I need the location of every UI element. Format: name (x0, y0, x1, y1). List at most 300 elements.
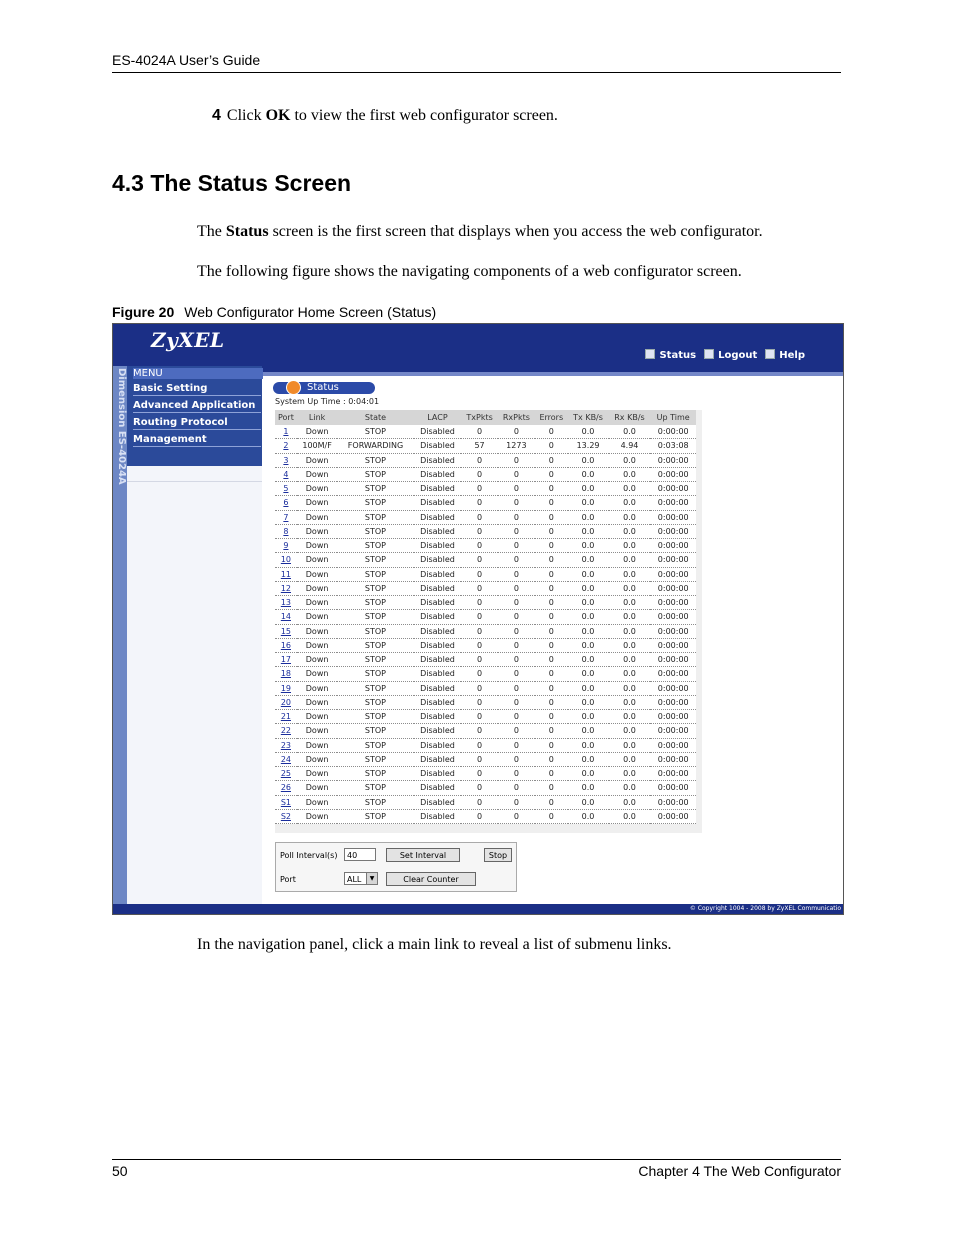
port-link[interactable]: 20 (280, 697, 291, 707)
table-cell: Disabled (414, 425, 462, 439)
table-cell: 0.0 (609, 809, 651, 823)
port-link[interactable]: 2 (283, 441, 289, 451)
table-cell: STOP (337, 738, 413, 752)
table-cell: Down (297, 767, 338, 781)
set-interval-button[interactable]: Set Interval (386, 848, 460, 862)
table-cell: 0 (461, 510, 497, 524)
logout-link-label: Logout (718, 350, 758, 361)
web-configurator-screenshot (112, 323, 844, 915)
table-cell: Down (297, 596, 338, 610)
table-cell: 0 (461, 738, 497, 752)
port-link[interactable]: 16 (280, 640, 291, 650)
table-cell: 0.0 (609, 610, 651, 624)
table-cell: STOP (337, 453, 413, 467)
table-cell: Disabled (414, 752, 462, 766)
table-cell: 0.0 (568, 453, 609, 467)
table-cell: 0:00:00 (650, 453, 696, 467)
table-cell: Disabled (414, 738, 462, 752)
table-cell: 0 (498, 653, 535, 667)
port-cell (275, 496, 297, 510)
table-cell: 0:00:00 (650, 781, 696, 795)
table-cell: Disabled (414, 795, 462, 809)
table-row (275, 767, 696, 781)
table-cell: 0:00:00 (650, 581, 696, 595)
table-cell: Disabled (414, 510, 462, 524)
table-header-row (275, 410, 696, 425)
table-row (275, 781, 696, 795)
page-title-bar (273, 382, 375, 394)
para1-post: screen is the first screen that displays when you access the web configurator. (268, 223, 763, 240)
table-cell: 0 (535, 496, 568, 510)
table-cell: Disabled (414, 781, 462, 795)
table-cell: 0.0 (568, 510, 609, 524)
table-cell: 0:00:00 (650, 610, 696, 624)
port-cell (275, 638, 297, 652)
table-cell: 0.0 (568, 553, 609, 567)
table-row (275, 638, 696, 652)
table-cell: 0.0 (609, 482, 651, 496)
table-cell: 0.0 (609, 695, 651, 709)
table-cell: 0.0 (568, 524, 609, 538)
table-cell: STOP (337, 724, 413, 738)
table-cell: 0.0 (609, 425, 651, 439)
table-cell: 0.0 (568, 681, 609, 695)
table-cell: 0.0 (568, 809, 609, 823)
table-cell: 0 (461, 553, 497, 567)
table-cell: 0.0 (568, 496, 609, 510)
table-cell: STOP (337, 567, 413, 581)
table-cell: 0 (498, 553, 535, 567)
table-cell: 0:00:00 (650, 482, 696, 496)
menu-item-routing-protocol[interactable]: Routing Protocol (133, 417, 261, 430)
table-cell: 0 (461, 681, 497, 695)
table-cell: 0 (498, 795, 535, 809)
table-cell: 0.0 (568, 724, 609, 738)
port-link[interactable]: 24 (280, 754, 291, 764)
port-cell (275, 781, 297, 795)
table-cell: Disabled (414, 482, 462, 496)
table-cell: 0 (498, 510, 535, 524)
port-select[interactable] (344, 872, 378, 885)
status-table-container (275, 410, 702, 833)
table-row (275, 482, 696, 496)
table-cell: 0 (535, 510, 568, 524)
table-cell: 0:00:00 (650, 567, 696, 581)
table-cell: Down (297, 710, 338, 724)
menu-item-basic-setting[interactable]: Basic Setting (133, 383, 261, 396)
table-row (275, 738, 696, 752)
poll-interval-input[interactable]: 40 (344, 848, 376, 861)
port-link[interactable]: 1 (283, 427, 289, 437)
port-link[interactable]: 21 (280, 712, 291, 722)
step-text-bold: OK (265, 107, 291, 124)
table-cell: 0.0 (609, 467, 651, 481)
table-cell: 0 (498, 596, 535, 610)
table-cell: Disabled (414, 539, 462, 553)
table-cell: 0.0 (609, 596, 651, 610)
navigation-menu (127, 366, 262, 466)
table-cell: Down (297, 738, 338, 752)
logout-icon (704, 349, 714, 359)
running-header (112, 52, 841, 73)
port-cell (275, 653, 297, 667)
step-number: 4 (212, 107, 221, 124)
status-bulb-icon (286, 380, 301, 395)
table-cell: 0 (535, 781, 568, 795)
table-cell: 0:00:00 (650, 467, 696, 481)
table-cell: Disabled (414, 653, 462, 667)
table-row (275, 809, 696, 823)
port-link[interactable]: 23 (280, 740, 291, 750)
table-cell: Disabled (414, 624, 462, 638)
table-cell: 0:00:00 (650, 638, 696, 652)
port-link[interactable]: 18 (280, 669, 291, 679)
guide-title: ES-4024A User’s Guide (112, 52, 261, 68)
table-cell: 0.0 (568, 653, 609, 667)
table-cell: 0.0 (609, 567, 651, 581)
table-cell: Disabled (414, 524, 462, 538)
clear-counter-button[interactable]: Clear Counter (386, 872, 476, 886)
para1-pre: The (197, 223, 226, 240)
table-body (275, 425, 696, 824)
table-cell: 0:00:00 (650, 681, 696, 695)
table-cell: 0:03:08 (650, 439, 696, 453)
table-cell: 0 (535, 695, 568, 709)
table-cell: Down (297, 752, 338, 766)
column-header: LACP (414, 410, 462, 425)
table-cell: 0.0 (609, 795, 651, 809)
table-cell: 0.0 (568, 695, 609, 709)
table-cell: 0 (535, 752, 568, 766)
zyxel-logo: ZyXEL (151, 328, 225, 352)
table-cell: 0 (461, 667, 497, 681)
table-cell: 0 (535, 767, 568, 781)
table-cell: Disabled (414, 724, 462, 738)
table-cell: 0 (498, 453, 535, 467)
table-cell: 0 (461, 695, 497, 709)
table-cell: 0.0 (568, 581, 609, 595)
column-header: Port (275, 410, 297, 425)
table-cell: STOP (337, 467, 413, 481)
port-link[interactable]: S2 (280, 811, 291, 821)
table-cell: 0:00:00 (650, 553, 696, 567)
port-cell (275, 610, 297, 624)
port-link[interactable]: 4 (283, 469, 289, 479)
status-icon (645, 349, 655, 359)
table-cell: 100M/F (297, 439, 338, 453)
table-cell: 0.0 (609, 752, 651, 766)
table-cell: 0.0 (568, 539, 609, 553)
table-cell: Disabled (414, 553, 462, 567)
menu-background (127, 466, 262, 914)
table-cell: 0 (498, 767, 535, 781)
port-link[interactable]: 13 (280, 598, 291, 608)
table-cell: STOP (337, 496, 413, 510)
port-cell (275, 767, 297, 781)
table-cell: 0.0 (609, 681, 651, 695)
port-link[interactable]: 9 (283, 541, 289, 551)
table-cell: STOP (337, 425, 413, 439)
table-cell: 0.0 (568, 596, 609, 610)
port-cell (275, 624, 297, 638)
table-cell: 0:00:00 (650, 767, 696, 781)
port-link[interactable]: S1 (280, 797, 291, 807)
table-row (275, 624, 696, 638)
table-cell: STOP (337, 653, 413, 667)
port-link[interactable]: 26 (280, 783, 291, 793)
table-cell: 0 (498, 467, 535, 481)
table-cell: Disabled (414, 439, 462, 453)
table-cell: STOP (337, 510, 413, 524)
table-cell: 0 (498, 752, 535, 766)
table-cell: STOP (337, 681, 413, 695)
port-link[interactable]: 14 (280, 612, 291, 622)
port-cell (275, 809, 297, 823)
table-cell: 0:00:00 (650, 510, 696, 524)
top-banner (113, 324, 843, 372)
table-cell: 13.29 (568, 439, 609, 453)
table-cell: 0 (461, 467, 497, 481)
menu-heading: MENU (133, 368, 263, 379)
paragraph-1 (197, 223, 763, 241)
table-cell: 0 (498, 710, 535, 724)
port-link[interactable]: 19 (280, 683, 291, 693)
table-cell: 0 (498, 610, 535, 624)
table-cell: Down (297, 653, 338, 667)
page-number: 50 (112, 1163, 128, 1179)
port-cell (275, 752, 297, 766)
table-cell: 0 (498, 638, 535, 652)
menu-item-management[interactable]: Management (133, 434, 261, 447)
port-cell (275, 539, 297, 553)
table-cell: 0:00:00 (650, 596, 696, 610)
table-cell: Down (297, 681, 338, 695)
table-cell: Down (297, 695, 338, 709)
table-cell: 0 (498, 681, 535, 695)
table-cell: 4.94 (609, 439, 651, 453)
table-cell: 0 (498, 567, 535, 581)
table-cell: 0.0 (609, 781, 651, 795)
table-cell: STOP (337, 638, 413, 652)
port-link[interactable]: 5 (283, 484, 289, 494)
table-cell: 0.0 (609, 638, 651, 652)
table-cell: 0 (461, 596, 497, 610)
table-cell: 0 (535, 638, 568, 652)
table-cell: 0 (535, 624, 568, 638)
step-text-post: to view the first web configurator screen. (290, 107, 558, 124)
table-cell: 0.0 (568, 610, 609, 624)
table-cell: 0.0 (609, 653, 651, 667)
poll-interval-label: Poll Interval(s) (280, 851, 338, 860)
table-cell: Disabled (414, 467, 462, 481)
copyright-bar: © Copyright 1004 - 2008 by ZyXEL Communicatio (113, 904, 843, 914)
stop-button[interactable]: Stop (484, 848, 512, 862)
table-cell: 0 (535, 453, 568, 467)
port-link[interactable]: 7 (283, 512, 289, 522)
table-cell: 0 (498, 695, 535, 709)
table-row (275, 425, 696, 439)
table-cell: STOP (337, 781, 413, 795)
port-cell (275, 439, 297, 453)
table-cell: 0:00:00 (650, 752, 696, 766)
table-cell: 0 (461, 795, 497, 809)
table-cell: 0 (461, 610, 497, 624)
table-cell: FORWARDING (337, 439, 413, 453)
table-row (275, 596, 696, 610)
table-row (275, 467, 696, 481)
column-header: Link (297, 410, 338, 425)
table-cell: 0 (461, 638, 497, 652)
top-navigation (645, 349, 805, 361)
port-status-table (275, 410, 696, 824)
table-cell: 0 (535, 596, 568, 610)
table-cell: Disabled (414, 681, 462, 695)
table-cell: 57 (461, 439, 497, 453)
table-cell: STOP (337, 539, 413, 553)
table-row (275, 695, 696, 709)
column-header: TxPkts (461, 410, 497, 425)
table-cell: 0.0 (609, 553, 651, 567)
table-cell: 0:00:00 (650, 710, 696, 724)
port-cell (275, 710, 297, 724)
table-cell: Disabled (414, 695, 462, 709)
port-link[interactable]: 15 (280, 626, 291, 636)
table-cell: 0.0 (568, 767, 609, 781)
port-link[interactable]: 22 (280, 726, 291, 736)
port-link[interactable]: 6 (283, 498, 289, 508)
table-cell: STOP (337, 809, 413, 823)
table-cell: 0 (535, 553, 568, 567)
port-link[interactable]: 17 (280, 655, 291, 665)
port-link[interactable]: 12 (280, 583, 291, 593)
table-cell: 0 (498, 539, 535, 553)
table-cell: Down (297, 496, 338, 510)
table-cell: STOP (337, 581, 413, 595)
table-cell: 0.0 (609, 524, 651, 538)
table-cell: 0.0 (609, 767, 651, 781)
port-cell (275, 567, 297, 581)
port-cell (275, 425, 297, 439)
port-cell (275, 510, 297, 524)
table-cell: 0 (461, 425, 497, 439)
table-row (275, 724, 696, 738)
chevron-down-icon: ▼ (366, 873, 377, 884)
table-cell: 0:00:00 (650, 624, 696, 638)
table-cell: 0 (498, 482, 535, 496)
table-cell: 0.0 (568, 638, 609, 652)
table-cell: 0:00:00 (650, 539, 696, 553)
table-cell: STOP (337, 624, 413, 638)
port-link[interactable]: 3 (283, 455, 289, 465)
table-cell: STOP (337, 596, 413, 610)
table-cell: STOP (337, 710, 413, 724)
table-cell: 0 (535, 425, 568, 439)
port-cell (275, 524, 297, 538)
table-row (275, 581, 696, 595)
poll-controls (275, 842, 517, 892)
table-cell: 0:00:00 (650, 667, 696, 681)
table-cell: 0 (498, 581, 535, 595)
table-row (275, 553, 696, 567)
table-cell: 0.0 (568, 738, 609, 752)
port-cell (275, 681, 297, 695)
table-cell: 0.0 (568, 567, 609, 581)
table-cell: STOP (337, 610, 413, 624)
table-cell: Down (297, 425, 338, 439)
table-cell: 0 (535, 610, 568, 624)
table-cell: Down (297, 524, 338, 538)
table-cell: 0 (461, 809, 497, 823)
port-cell (275, 596, 297, 610)
port-link[interactable]: 25 (280, 769, 291, 779)
help-link-label: Help (779, 350, 805, 361)
table-cell: 0 (461, 724, 497, 738)
table-cell: Down (297, 467, 338, 481)
table-cell: Disabled (414, 596, 462, 610)
table-cell: STOP (337, 553, 413, 567)
table-cell: 0.0 (609, 581, 651, 595)
figure-caption (112, 304, 436, 320)
product-name-vertical: Dimension ES-4024A (116, 368, 127, 485)
running-footer (112, 1159, 841, 1179)
system-uptime: System Up Time : 0:04:01 (275, 397, 380, 406)
port-link[interactable]: 8 (283, 526, 289, 536)
table-cell: Down (297, 510, 338, 524)
table-cell: 0.0 (609, 710, 651, 724)
table-cell: 0 (535, 581, 568, 595)
table-cell: 0.0 (609, 496, 651, 510)
help-link[interactable] (765, 349, 805, 361)
table-cell: 0 (535, 809, 568, 823)
table-cell: 0 (461, 482, 497, 496)
table-cell: 0.0 (568, 781, 609, 795)
chapter-title: Chapter 4 The Web Configurator (638, 1163, 841, 1179)
table-cell: 0 (535, 681, 568, 695)
port-label: Port (280, 875, 296, 884)
port-cell (275, 553, 297, 567)
port-cell (275, 453, 297, 467)
port-link[interactable]: 11 (280, 569, 291, 579)
table-cell: 0.0 (609, 510, 651, 524)
column-header: RxPkts (498, 410, 535, 425)
table-row (275, 496, 696, 510)
port-link[interactable]: 10 (280, 555, 291, 565)
table-row (275, 524, 696, 538)
table-row (275, 439, 696, 453)
table-cell: 0:00:00 (650, 695, 696, 709)
table-cell: Down (297, 482, 338, 496)
figure-title: Web Configurator Home Screen (Status) (184, 304, 437, 320)
table-row (275, 653, 696, 667)
table-cell: 0 (498, 425, 535, 439)
table-cell: 0.0 (568, 425, 609, 439)
table-cell: 0:00:00 (650, 425, 696, 439)
table-cell: 0 (498, 496, 535, 510)
table-cell: 0.0 (568, 667, 609, 681)
table-cell: Down (297, 553, 338, 567)
table-cell: Disabled (414, 453, 462, 467)
logout-link[interactable] (704, 349, 757, 361)
menu-item-advanced-application[interactable]: Advanced Application (133, 400, 261, 413)
table-cell: 0 (535, 524, 568, 538)
table-cell: 0 (535, 724, 568, 738)
table-cell: STOP (337, 482, 413, 496)
table-cell: 0:00:00 (650, 795, 696, 809)
status-link[interactable] (645, 349, 696, 361)
table-cell: 0 (535, 653, 568, 667)
table-row (275, 681, 696, 695)
table-cell: STOP (337, 752, 413, 766)
